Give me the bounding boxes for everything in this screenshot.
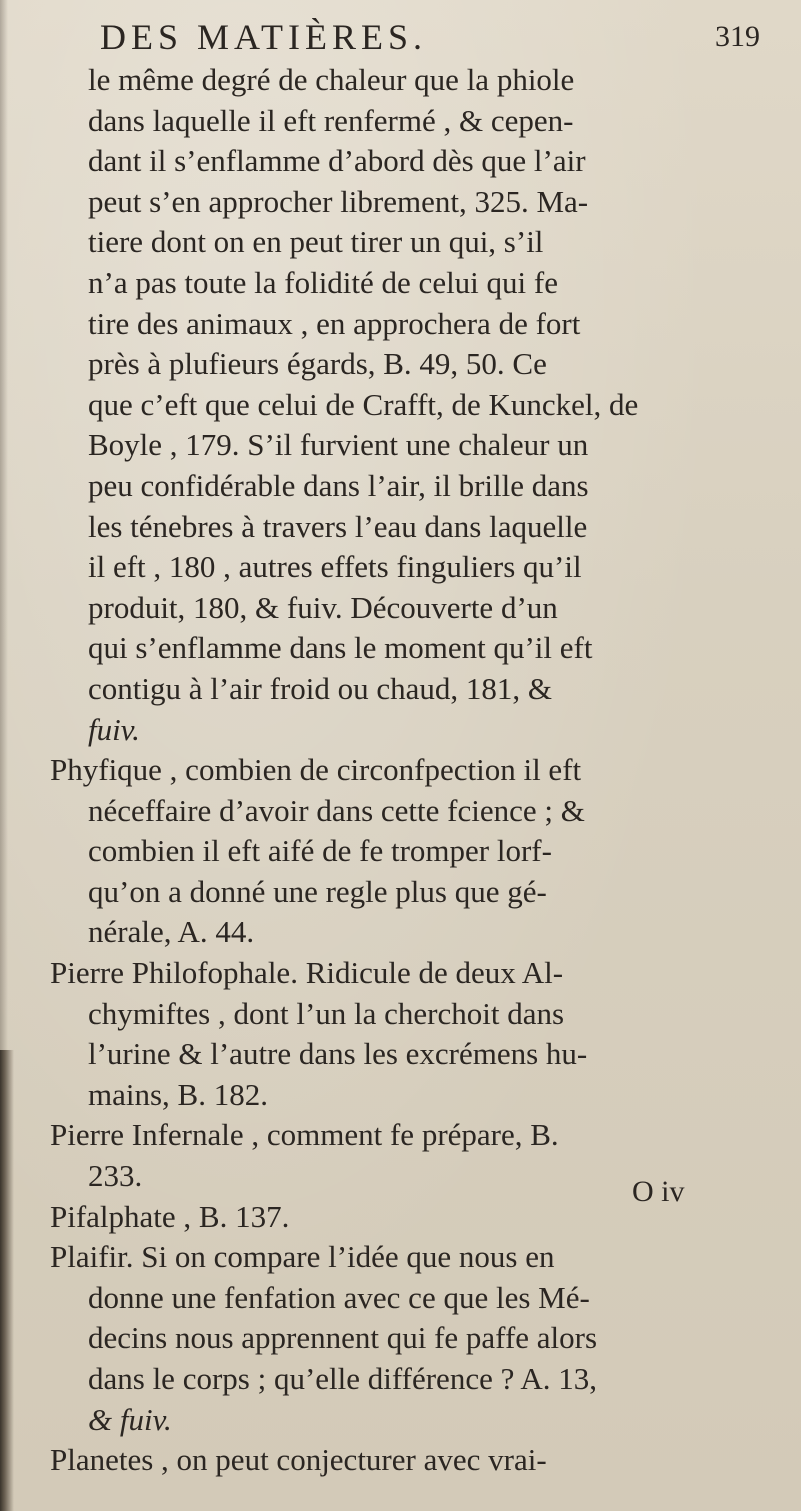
text-line: n’a pas toute la folidité de celui qui fe: [88, 264, 558, 300]
text-line: 233.: [88, 1158, 143, 1194]
text-line: chymiftes , dont l’un la cherchoit dans: [88, 995, 565, 1031]
text-line: combien il eft aifé de fe tromper lorf-: [88, 833, 552, 869]
index-text-block: [50, 60, 760, 1481]
binding-shadow: [0, 1050, 14, 1511]
text-line: fuiv.: [88, 711, 140, 747]
text-line: dant il s’enflamme d’abord dès que l’air: [88, 143, 586, 179]
text-line: nérale, A. 44.: [88, 914, 255, 950]
text-line: le même degré de chaleur que la phiole: [88, 62, 575, 97]
text-line: decins nous apprennent qui fe paffe alors: [88, 1320, 598, 1356]
text-line: qu’on a donné une regle plus que gé-: [88, 873, 547, 909]
index-entry-line: Pierre Philofophale. Ridicule de deux Al-: [50, 955, 564, 991]
index-entry-line: Phyfique , combien de circonfpection il eft: [50, 752, 582, 788]
text-line: les ténebres à travers l’eau dans laquelle: [88, 508, 588, 544]
text-line: l’urine & l’autre dans les excrémens hu-: [88, 1036, 588, 1072]
text-line: tire des animaux , en approchera de fort: [88, 305, 581, 341]
page-edge-shadow: [0, 0, 8, 1050]
text-line: néceffaire d’avoir dans cette fcience ; &: [88, 792, 585, 828]
index-entry-line: Pifalphate , B. 137.: [50, 1198, 290, 1234]
page-number: 319: [715, 20, 760, 53]
running-header: [100, 16, 760, 62]
text-line: Boyle , 179. S’il furvient une chaleur un: [88, 427, 589, 463]
text-line: peut s’en approcher librement, 325. Ma-: [88, 183, 589, 219]
signature-mark: O iv: [632, 1175, 685, 1208]
header-title: DES MATIÈRES.: [100, 17, 428, 57]
text-line: près à plufieurs égards, B. 49, 50. Ce: [88, 346, 547, 382]
text-line: dans laquelle il eft renfermé , & cepen-: [88, 102, 574, 138]
index-entry-line: Pierre Infernale , comment fe prépare, B.: [50, 1117, 559, 1153]
text-line: & fuiv.: [88, 1401, 172, 1437]
text-line: peu confidérable dans l’air, il brille dans: [88, 467, 589, 503]
text-line: qui s’enflamme dans le moment qu’il eft: [88, 630, 593, 666]
index-entry-line: Planetes , on peut conjecturer avec vrai-: [50, 1442, 547, 1478]
text-line: produit, 180, & fuiv. Découverte d’un: [88, 589, 558, 625]
text-line: contigu à l’air froid ou chaud, 181, &: [88, 670, 553, 706]
text-line: dans le corps ; qu’elle différence ? A. 13,: [88, 1361, 598, 1396]
text-line: mains, B. 182.: [88, 1076, 268, 1112]
text-line: tiere dont on en peut tirer un qui, s’il: [88, 224, 544, 260]
text-line: il eft , 180 , autres effets finguliers qu’il: [88, 549, 582, 585]
index-entry-line: Plaifir. Si on compare l’idée que nous en: [50, 1239, 555, 1275]
text-line: que c’eft que celui de Crafft, de Kunckel, de: [88, 386, 639, 422]
text-line: donne une fenfation avec ce que les Mé-: [88, 1279, 590, 1315]
